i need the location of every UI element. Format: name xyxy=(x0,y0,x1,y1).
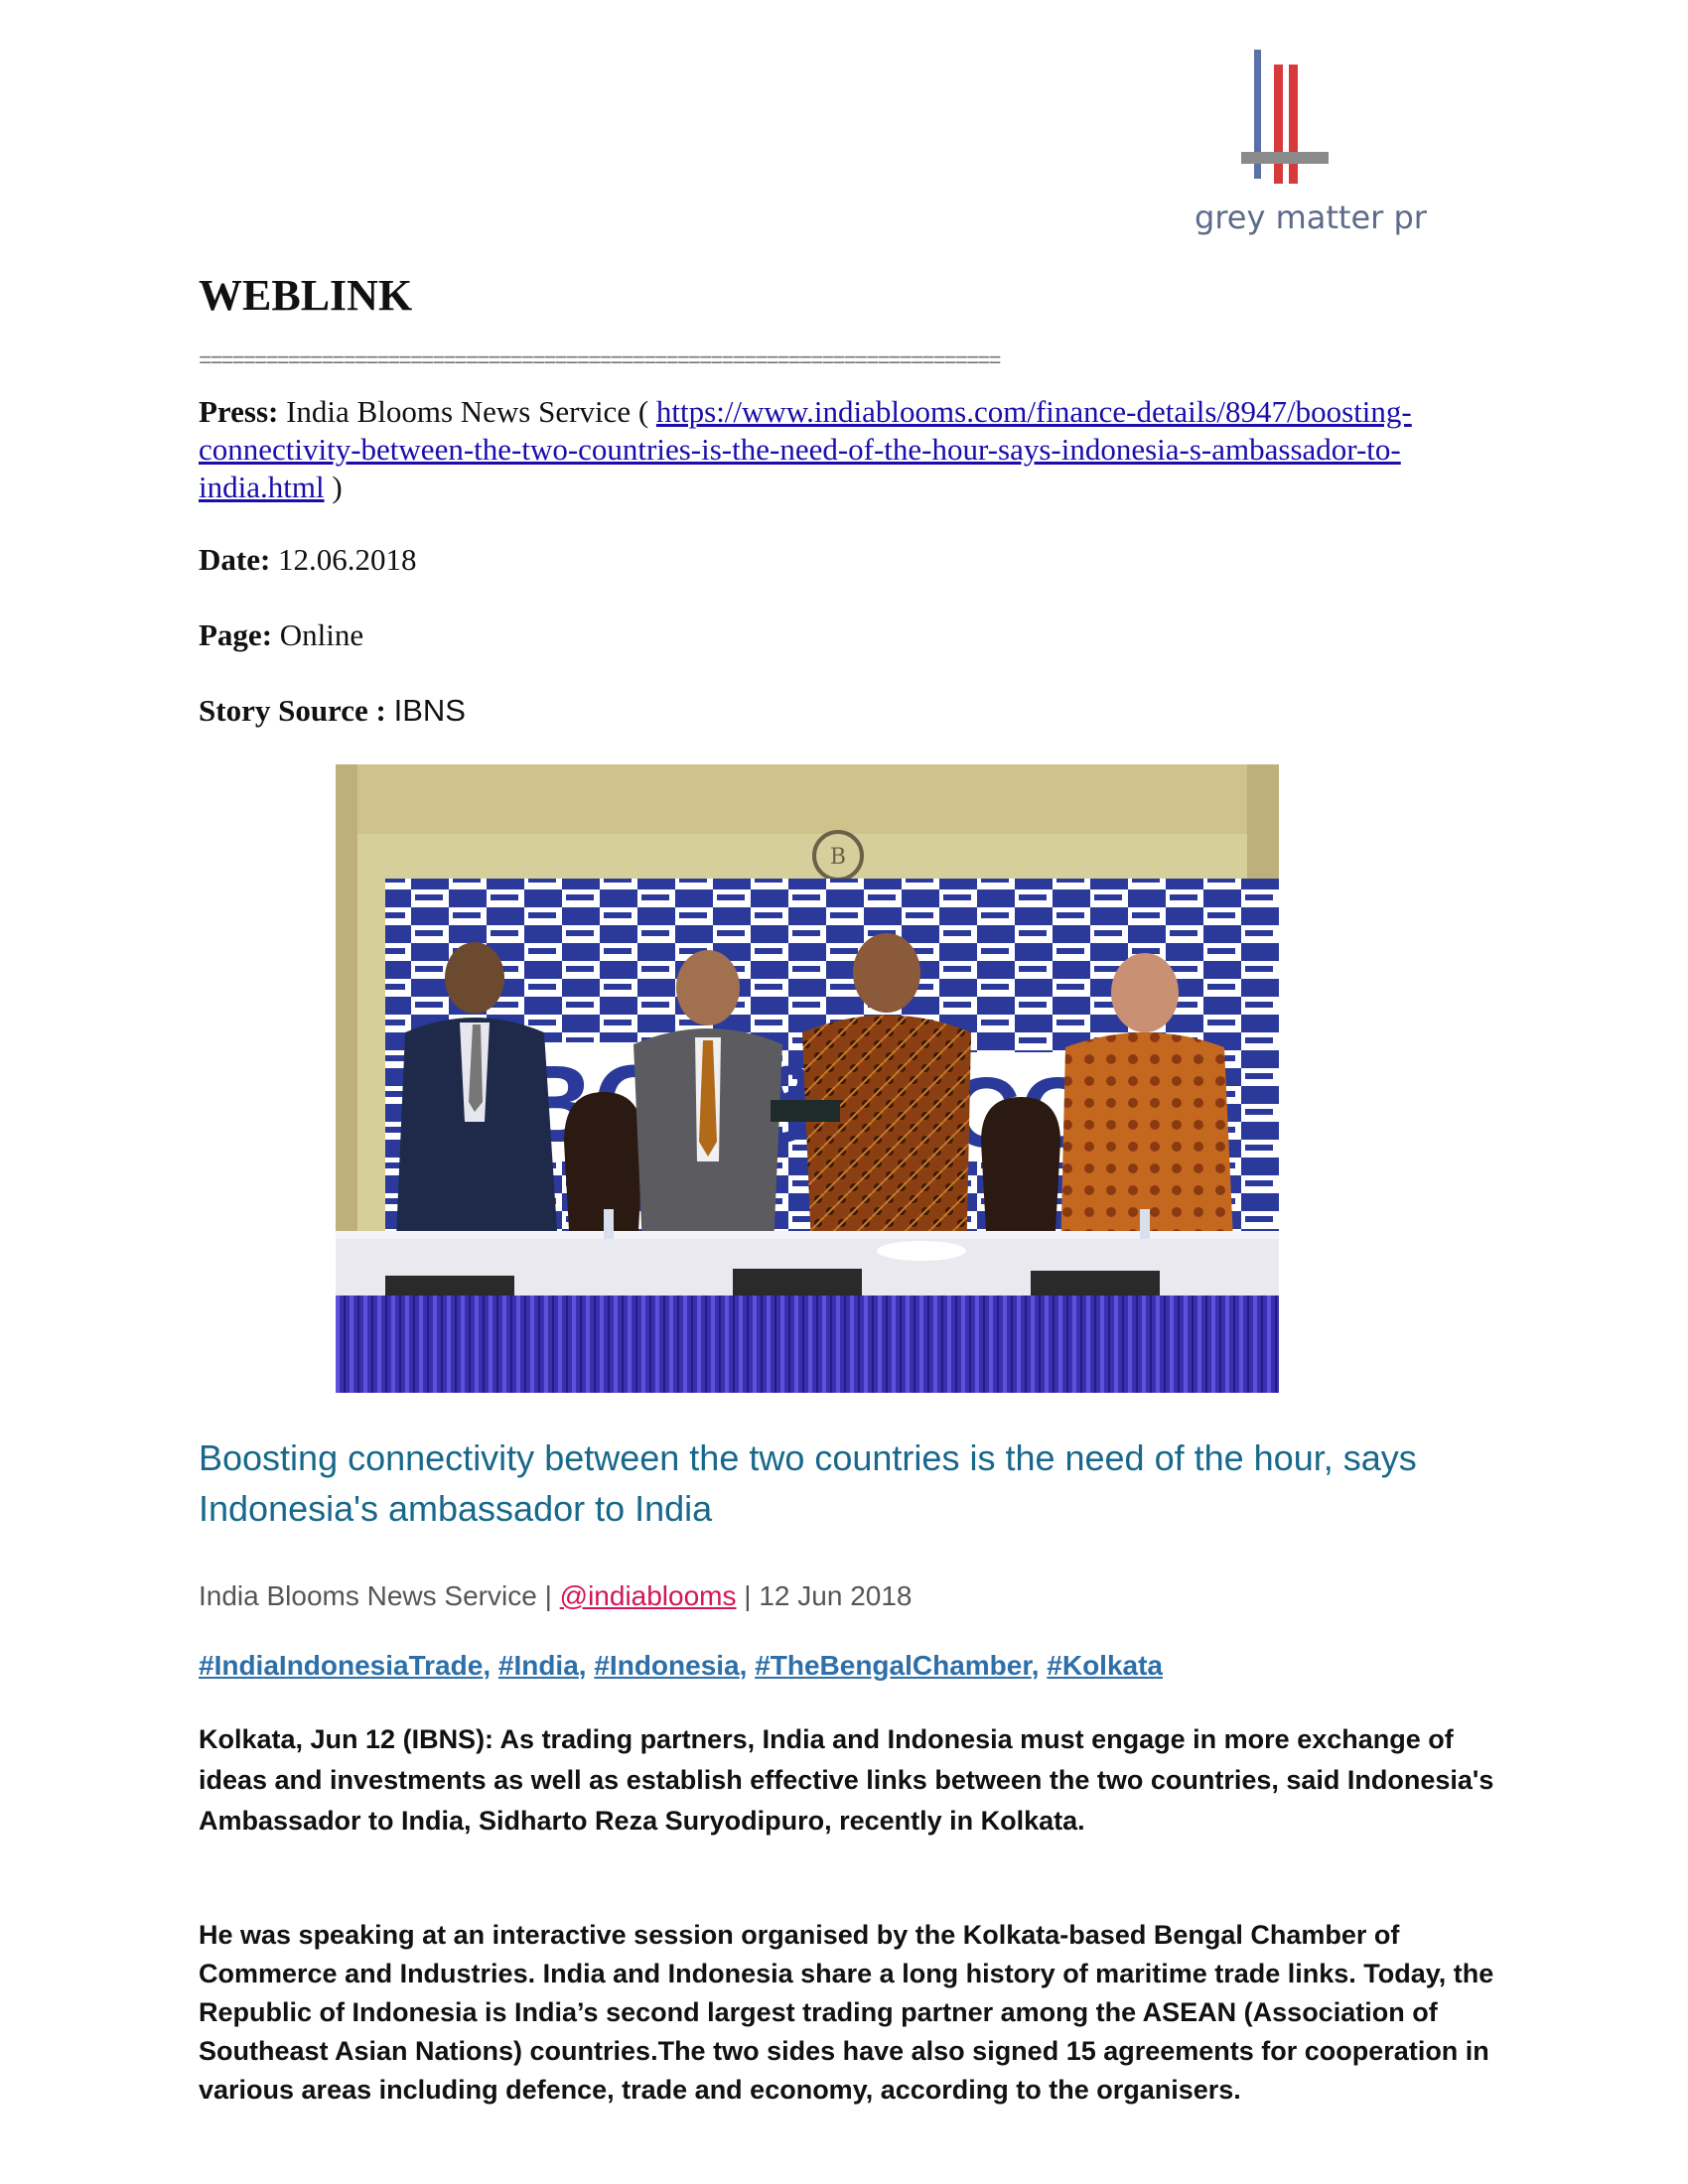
svg-text:B: B xyxy=(829,845,847,870)
story-source-value: IBNS xyxy=(393,693,466,728)
tag-list: #IndiaIndonesiaTrade, #India, #Indonesia, #TheBengalChamber, #Kolkata xyxy=(199,1650,1163,1681)
page-label: Page: xyxy=(199,617,273,652)
byline-date: 12 Jun 2018 xyxy=(759,1580,913,1611)
byline-separator: | xyxy=(744,1580,752,1611)
separator-line: ======================================================================== xyxy=(199,351,1000,373)
story-source-line xyxy=(199,692,466,730)
twitter-handle-link[interactable]: @indiablooms xyxy=(559,1580,737,1611)
page-line xyxy=(199,616,363,654)
tag-link[interactable]: #India xyxy=(497,1650,579,1681)
article-title: Boosting connectivity between the two countries is the need of the hour, says Indonesia's ambassador to India xyxy=(199,1437,1417,1529)
event-photo xyxy=(336,764,1279,1393)
grey-matter-logo xyxy=(1177,50,1425,248)
page-value: Online xyxy=(279,617,364,652)
byline-separator: | xyxy=(544,1580,552,1611)
tag-link[interactable]: #IndiaIndonesiaTrade xyxy=(199,1650,484,1681)
tag-link[interactable]: #Kolkata xyxy=(1047,1650,1163,1681)
press-line xyxy=(199,393,1489,506)
tag-link[interactable]: #Indonesia xyxy=(594,1650,740,1681)
date-label: Date: xyxy=(199,542,271,577)
logo-text: grey matter pr xyxy=(1195,199,1427,236)
tag-link[interactable]: #TheBengalChamber xyxy=(755,1650,1032,1681)
date-value: 12.06.2018 xyxy=(278,542,417,577)
article-paragraph: Kolkata, Jun 12 (IBNS): As trading partners, India and Indonesia must engage in more exchange of ideas and investments as well as establish effective links between the two countries, said Indonesia's Ambassador to India, Sidharto Reza Suryodipuro, recently in Kolkata. xyxy=(199,1724,1494,1836)
date-line xyxy=(199,541,417,579)
byline-source: India Blooms News Service xyxy=(199,1580,537,1611)
open-paren: ( xyxy=(637,394,649,429)
press-label: Press: xyxy=(199,394,279,429)
press-source: India Blooms News Service xyxy=(286,394,632,429)
page-heading: WEBLINK xyxy=(199,271,413,320)
article-paragraph: He was speaking at an interactive session organised by the Kolkata-based Bengal Chamber of Commerce and Industries. India and Indonesia share a long history of maritime trade links. Today, the Republic of Indonesia is India’s second largest trading partner among the ASEAN (Association of Southeast Asian Nations) countries.The two sides have also signed 15 agreements for cooperation in various areas including defence, trade and economy, according to the organisers. xyxy=(199,1920,1494,2105)
logo-mark-icon xyxy=(1241,50,1360,194)
story-source-label: Story Source : xyxy=(199,693,386,728)
close-paren: ) xyxy=(332,470,343,504)
press-url-link[interactable]: https://www.indiablooms.com/finance-details/8947/boosting-connectivity-between-the-two-countries-is-the-need-of-the-hour-says-indonesia-s-ambassador-to-india.html xyxy=(199,394,1412,504)
article-byline xyxy=(199,1580,912,1612)
